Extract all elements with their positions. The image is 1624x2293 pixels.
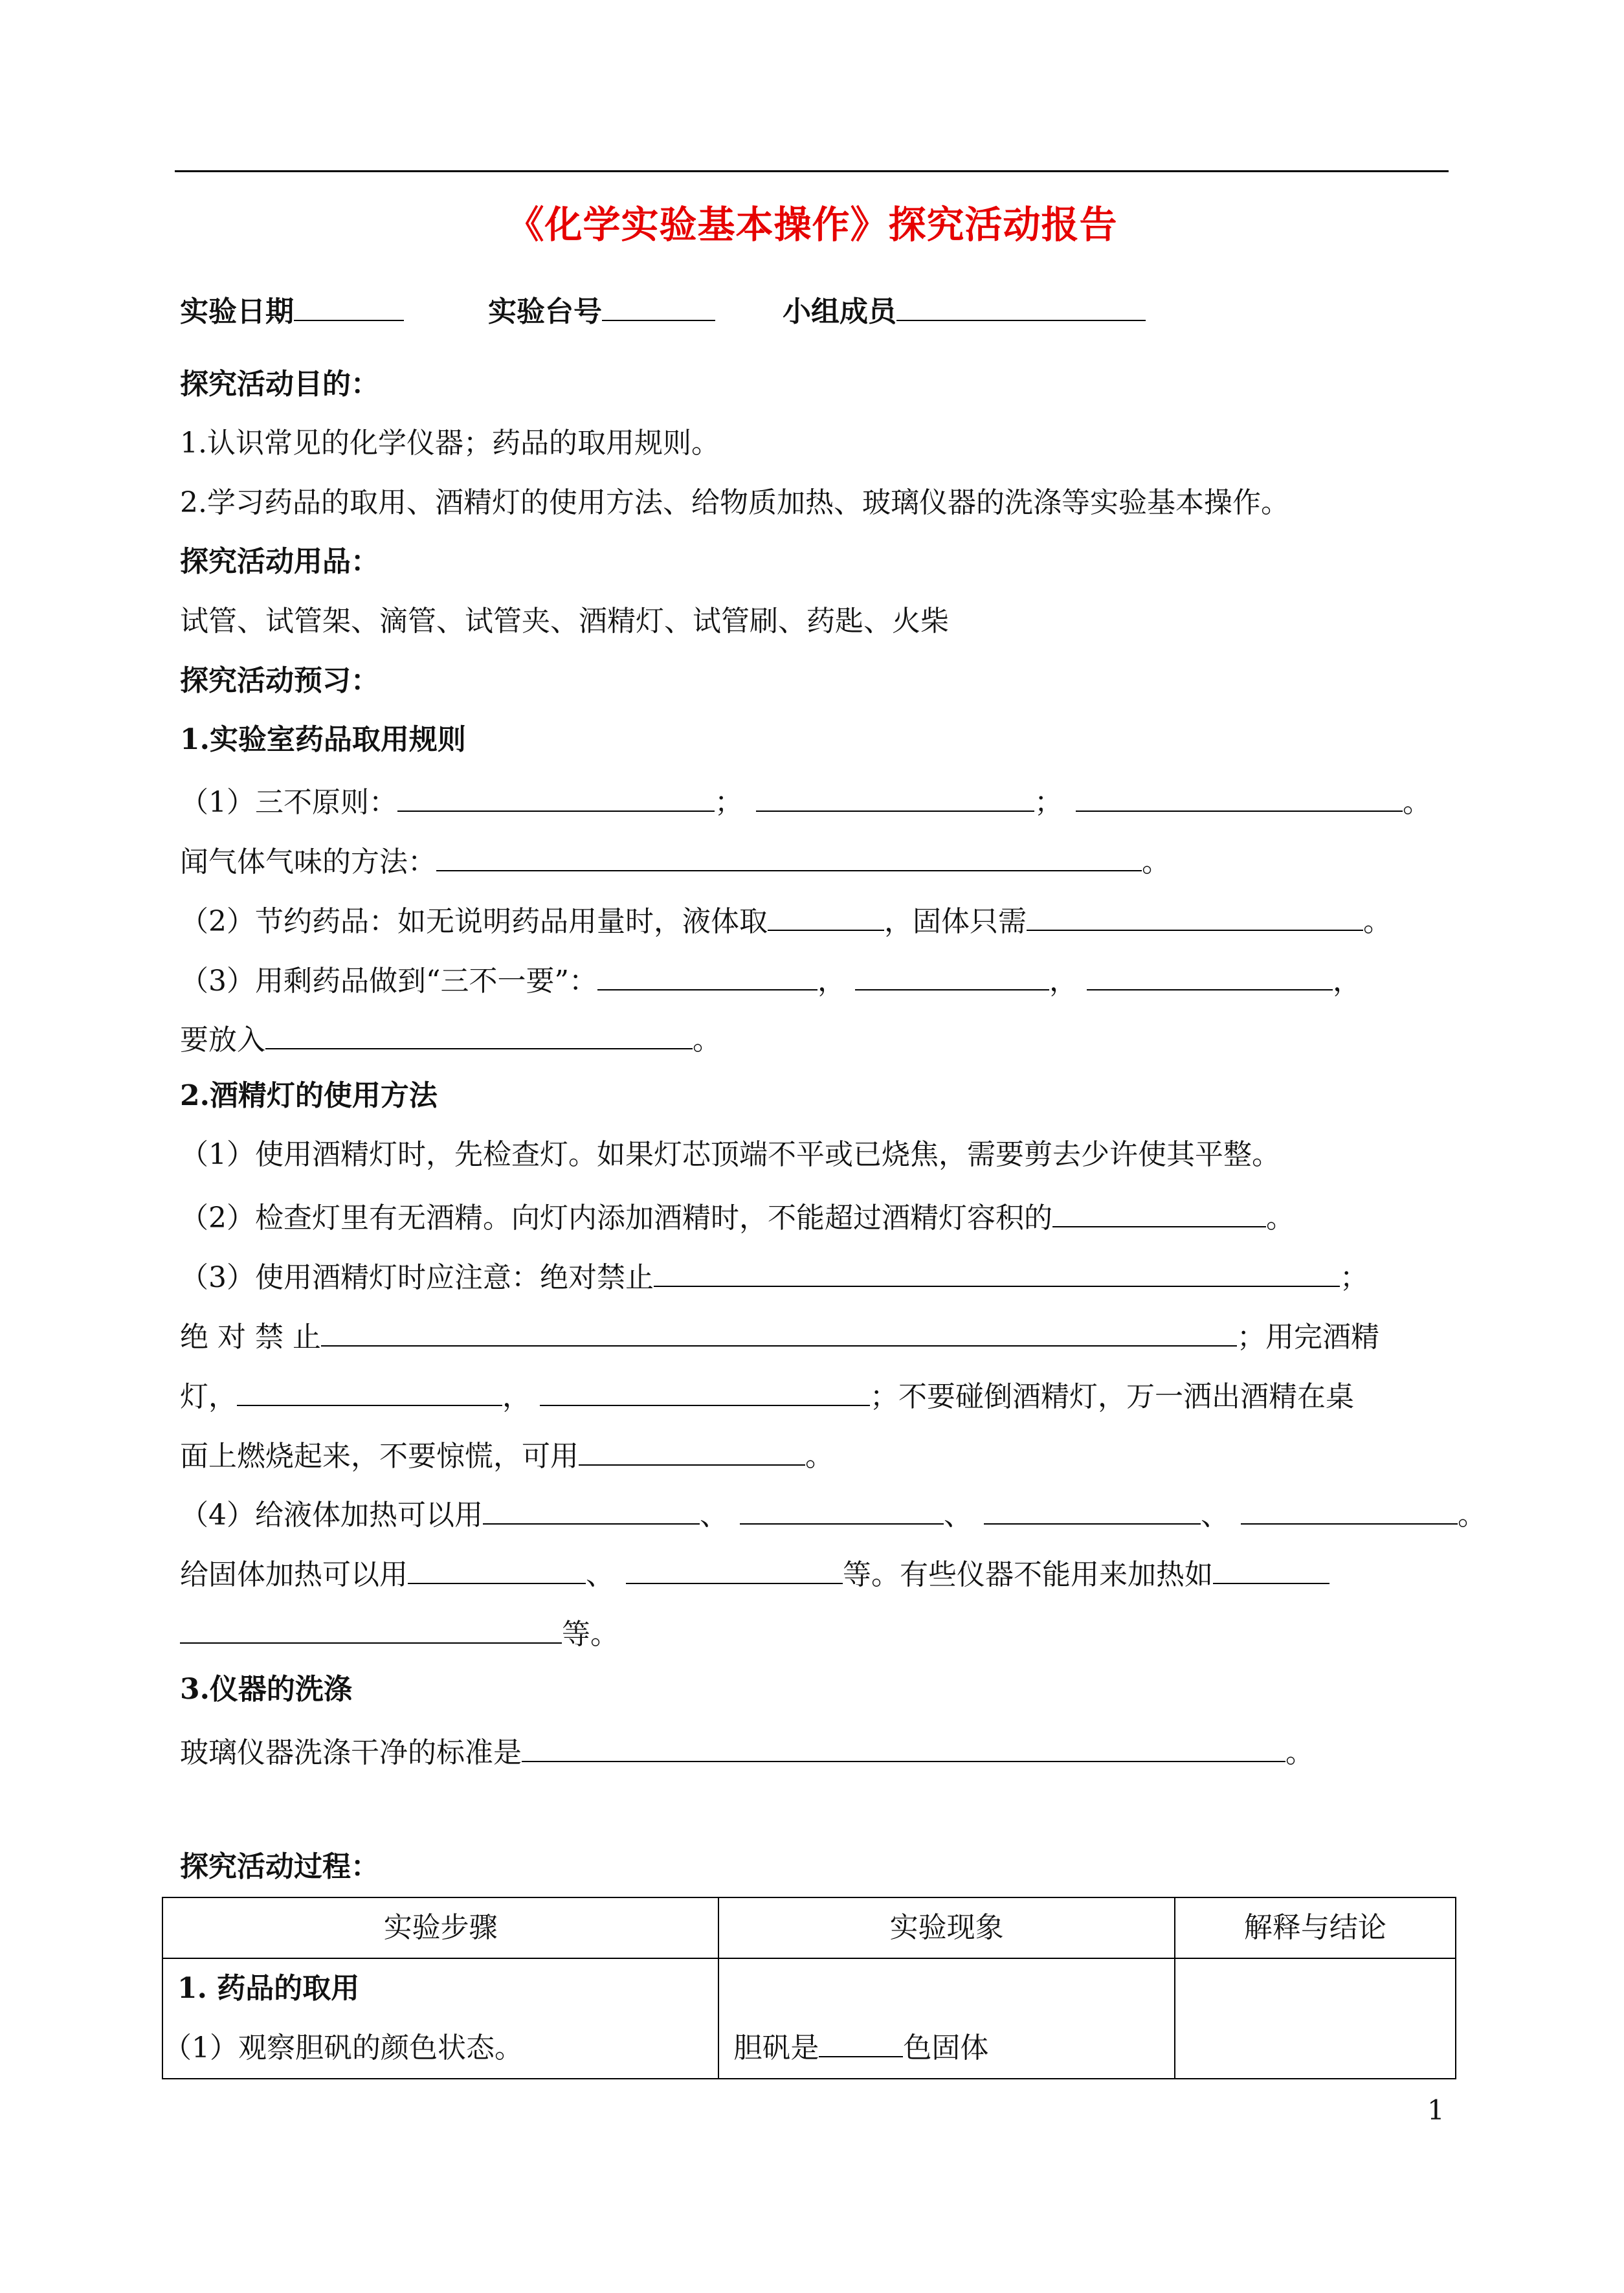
enum-comma: 、 [944,1499,972,1532]
three-no-label: （1）三不原则： [180,786,397,819]
period: 。 [1363,905,1392,938]
purpose-item-1: 1.认识常见的化学仪器；药品的取用规则。 [180,427,720,460]
heat-line-1 [180,1493,1486,1534]
heat-line-3 [180,1613,619,1653]
period: 。 [1403,786,1431,819]
enum-comma: 、 [1201,1499,1229,1532]
observation-suffix: 色固体 [903,2031,989,2064]
supplies-heading: 探究活动用品： [180,545,379,578]
members-label: 小组成员 [783,295,896,328]
no-heat-label: 等。有些仪器不能用来加热如 [843,1558,1213,1591]
blank-1[interactable] [397,781,715,812]
blank-forbid-2[interactable] [321,1315,1237,1347]
comma: ， [817,965,846,998]
solid-label: ，固体只需 [884,905,1027,938]
lamp-line-1: （1）使用酒精灯时，先检查灯。如果灯芯顶端不平或已烧焦，需要剪去少许使其平整。 [180,1138,1280,1171]
rules-line-4 [180,959,1361,1000]
table-header-row [162,1897,1456,1958]
members-field[interactable] [896,290,1146,321]
col-header-conclusion: 解释与结论 [1175,1897,1456,1958]
leftover-label: （3）用剩药品做到“三不一要”： [180,965,597,998]
save-label: （2）节约药品：如无说明药品用量时，液体取 [180,905,768,938]
solid-heat-label: 给固体加热可以用 [180,1558,408,1591]
blank-clean-standard[interactable] [522,1731,1285,1762]
purpose-heading: 探究活动目的： [180,368,379,401]
period: 。 [1458,1499,1486,1532]
observation-label: 胆矾是 [733,2031,819,2064]
blank-forbid-1[interactable] [654,1256,1340,1287]
date-field[interactable] [294,290,404,321]
period: 。 [1285,1736,1314,1769]
blank-leftover-3[interactable] [1087,959,1333,990]
blank-after-use-1[interactable] [237,1375,502,1406]
comma: ， [1332,965,1361,998]
lamp-label: 灯， [180,1380,237,1413]
enum-comma: 、 [586,1558,614,1591]
blank-2[interactable] [756,781,1034,812]
blank-solid-heat-1[interactable] [408,1553,586,1584]
smell-label: 闻气体气味的方法： [180,845,436,878]
etc-label: 等。 [562,1618,619,1651]
phenomena-cell [718,1958,1174,2079]
comma: ， [1049,965,1078,998]
bench-label: 实验台号 [488,295,602,328]
forbid-label-1: （3）使用酒精灯时应注意：绝对禁止 [180,1261,654,1294]
col-header-phenomena: 实验现象 [718,1897,1174,1958]
section-1-heading: 1.实验室药品取用规则 [180,723,466,756]
blank-liquid-heat-3[interactable] [984,1493,1201,1525]
period: 。 [1142,845,1170,878]
blank-volume[interactable] [1052,1196,1266,1227]
supplies-text: 试管、试管架、滴管、试管夹、酒精灯、试管刷、药匙、火柴 [180,605,949,638]
process-table [162,1897,1456,2079]
period: 。 [693,1023,721,1057]
heat-line-2 [180,1553,1329,1593]
blank-leftover-1[interactable] [597,959,818,990]
period: 。 [805,1440,834,1473]
col-header-steps: 实验步骤 [162,1897,718,1958]
header-rule [175,170,1449,172]
volume-label: （2）检查灯里有无酒精。向灯内添加酒精时，不能超过酒精灯容积的 [180,1202,1052,1235]
rules-line-3 [180,900,1392,940]
blank-after-use-2[interactable] [540,1375,870,1406]
blank-solid[interactable] [1027,900,1363,931]
semicolon: ； [1340,1261,1368,1294]
blank-liquid[interactable] [768,900,884,931]
blank-solid-heat-2[interactable] [626,1553,843,1584]
page-number: 1 [1427,2094,1445,2126]
purpose-item-2: 2.学习药品的取用、酒精灯的使用方法、给物质加热、玻璃仪器的洗涤等实验基本操作。 [180,486,1289,519]
blank-no-heat-1[interactable] [1213,1553,1329,1584]
conclusion-cell[interactable] [1175,1958,1456,2079]
period: 。 [1266,1202,1295,1235]
comma: ， [502,1380,531,1413]
rules-line-5 [180,1018,721,1058]
wash-line [180,1731,1314,1771]
put-into-label: 要放入 [180,1023,265,1057]
enum-comma: 、 [700,1499,728,1532]
rules-line-2 [180,840,1170,880]
semicolon: ； [1034,786,1063,819]
blank-put-into[interactable] [265,1018,693,1049]
step-cell [162,1958,718,2079]
clean-standard-label: 玻璃仪器洗涤干净的标准是 [180,1736,522,1769]
observation-line [719,2019,1174,2078]
spill-label: ；不要碰倒酒精灯，万一洒出酒精在桌 [870,1380,1354,1413]
blank-no-heat-2[interactable] [180,1613,562,1644]
lamp-line-5 [180,1375,1354,1415]
date-label: 实验日期 [180,295,294,328]
preview-heading: 探究活动预习： [180,664,379,697]
liquid-heat-label: （4）给液体加热可以用 [180,1499,483,1532]
blank-extinguish[interactable] [579,1435,805,1466]
forbid-label-2: 绝 对 禁 止 [180,1321,321,1354]
lamp-line-4 [180,1315,1379,1356]
step-title: 1. 药品的取用 [177,1972,360,2005]
blank-color[interactable] [819,2026,903,2057]
bench-field[interactable] [602,290,715,321]
lamp-line-6 [180,1435,834,1475]
blank-smell[interactable] [436,840,1142,871]
page-title: 《化学实验基本操作》探究活动报告 [506,203,1118,247]
table-row [162,1958,1456,2079]
extinguish-label: 面上燃烧起来，不要惊慌，可用 [180,1440,579,1473]
section-2-heading: 2.酒精灯的使用方法 [180,1079,438,1112]
blank-3[interactable] [1076,781,1403,812]
lamp-line-3 [180,1256,1368,1296]
blank-liquid-heat-4[interactable] [1241,1493,1458,1525]
blank-liquid-heat-1[interactable] [483,1493,700,1525]
blank-liquid-heat-2[interactable] [740,1493,944,1525]
section-3-heading: 3.仪器的洗涤 [180,1673,352,1706]
rules-line-1 [180,781,1431,821]
report-header [180,290,1146,330]
lamp-line-2 [180,1196,1295,1236]
semicolon: ； [715,786,743,819]
step-sub: （1）观察胆矾的颜色状态。 [163,2031,523,2064]
blank-leftover-2[interactable] [855,959,1049,990]
after-use-label: ；用完酒精 [1236,1321,1379,1354]
process-heading: 探究活动过程： [180,1850,379,1883]
